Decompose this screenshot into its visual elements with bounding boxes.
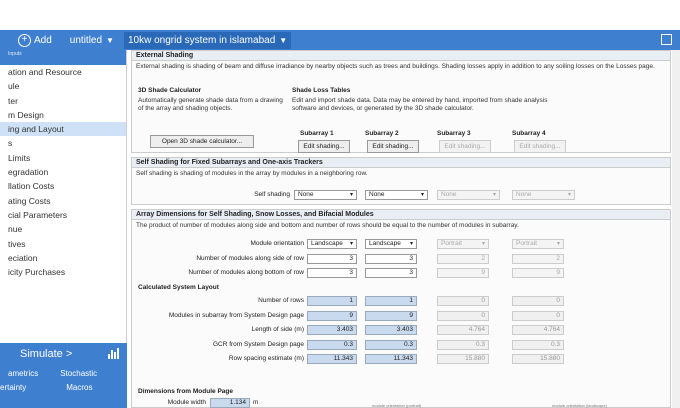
edit-shading-button-1[interactable]: Edit shading... (298, 140, 350, 153)
open-3d-shade-calculator-button[interactable]: Open 3D shade calculator... (150, 135, 254, 148)
calc-value: 1 (307, 296, 357, 306)
modules-bottom-input-1[interactable]: 3 (307, 268, 357, 278)
simulate-panel (0, 343, 127, 408)
chevron-down-icon: ▼ (106, 35, 114, 45)
sidebar-item[interactable]: ating Costs (8, 195, 51, 206)
sidebar-item[interactable]: ter (8, 95, 18, 106)
file-tab[interactable] (70, 35, 114, 46)
group-title: Self Shading for Fixed Subarrays and One-axis Trackers (132, 158, 670, 168)
top-toolbar (0, 30, 680, 50)
orientation-note-portrait: module orientation (portrait) (372, 403, 422, 408)
subarray-3-label: Subarray 3 (437, 130, 471, 137)
sidebar-item[interactable]: icity Purchases (8, 267, 66, 278)
sidebar-item[interactable]: tives (8, 238, 26, 249)
calc-value: 1 (365, 296, 417, 306)
modules-side-input-1[interactable]: 3 (307, 254, 357, 264)
calc-value: 3.403 (365, 325, 417, 335)
edit-shading-button-2[interactable]: Edit shading... (367, 140, 419, 153)
calc-value: 0 (437, 311, 489, 321)
self-shading-group (131, 157, 671, 205)
modules-bottom-input-4[interactable]: 9 (512, 268, 564, 278)
calc-row-label: Modules in subarray from System Design page (168, 311, 304, 319)
self-shading-select-4[interactable]: None ▾ (512, 190, 575, 200)
group-description: The product of number of modules along side and bottom and number of rows should be equal to the number of modules in subarray. (136, 222, 519, 229)
calc-value: 11.343 (365, 354, 417, 364)
orientation-select-2[interactable]: Landscape ▾ (365, 239, 417, 249)
orientation-select-1[interactable]: Landscape ▾ (307, 239, 357, 249)
modules-side-input-2[interactable]: 3 (365, 254, 417, 264)
orientation-note-landscape: module orientation (landscape) (552, 403, 607, 408)
calc-value: 0.3 (512, 340, 564, 350)
edit-shading-button-3[interactable]: Edit shading... (439, 140, 491, 153)
sidebar-item[interactable]: cial Parameters (8, 209, 68, 220)
self-shading-label: Self shading (254, 191, 290, 198)
section-description: Automatically generate shade data from a drawing of the array and shading objects. (138, 97, 283, 112)
window-icon[interactable] (661, 34, 672, 45)
sidebar-item[interactable]: ation and Resource (8, 67, 82, 77)
calc-row-label: Row spacing estimate (m) (228, 355, 304, 362)
external-shading-group (131, 50, 671, 153)
calc-value: 3.403 (307, 325, 357, 335)
modules-bottom-input-2[interactable]: 3 (365, 268, 417, 278)
calc-value: 0 (437, 296, 489, 306)
macros-link[interactable]: Macros (66, 383, 93, 392)
sidebar-item[interactable]: llation Costs (8, 181, 55, 192)
calc-value: 15.880 (437, 354, 489, 364)
calc-row-label: GCR from System Design page (212, 340, 304, 348)
calc-value: 11.343 (307, 354, 357, 364)
sidebar-item[interactable]: eciation (8, 252, 38, 263)
self-shading-select-2[interactable]: None ▾ (365, 190, 428, 200)
modules-side-input-4[interactable]: 2 (512, 254, 564, 264)
group-description: External shading is shading of beam and diffuse irradiance by nearby objects such as trees and buildings. Shading losses apply in addition to any soiling losses on the Losses page. (136, 63, 655, 70)
group-title: External Shading (132, 51, 670, 61)
modules-bottom-label: Number of modules along bottom of row (188, 269, 304, 276)
sidebar-item[interactable]: m Design (8, 109, 44, 120)
module-width-value: 1.134 (210, 398, 250, 408)
project-label: 10kw ongrid system in islamabad (127, 34, 276, 46)
group-description: Self shading is shading of modules in the array by modules in a neighboring row. (136, 170, 368, 177)
orientation-select-4[interactable]: Portrait ▾ (512, 239, 564, 249)
calc-row-label: Length of side (m) (251, 326, 304, 333)
orientation-select-3[interactable]: Portrait ▾ (437, 239, 489, 249)
sidebar-header: Inputs (0, 50, 126, 65)
section-title: Shade Loss Tables (292, 87, 351, 94)
module-width-unit: m (253, 399, 259, 406)
vertical-scrollbar[interactable] (672, 50, 680, 408)
bar-chart-icon[interactable] (107, 347, 120, 359)
self-shading-select-1[interactable]: None ▾ (294, 190, 357, 200)
main-content (131, 50, 671, 408)
calc-value: 4.764 (512, 325, 564, 335)
chevron-down-icon: ▼ (279, 35, 288, 45)
calc-value: 9 (365, 311, 417, 321)
subarray-2-label: Subarray 2 (365, 130, 399, 137)
sidebar-list (0, 65, 126, 279)
sidebar-item[interactable]: nue (8, 224, 23, 235)
parametrics-link[interactable]: ametrics (8, 369, 39, 378)
calc-value: 0 (512, 311, 564, 321)
module-dims-title: Dimensions from Module Page (138, 388, 233, 395)
sidebar-item[interactable]: ing and Layout (0, 122, 126, 136)
module-width-label: Module width (167, 399, 206, 406)
calc-value: 0.3 (365, 340, 417, 350)
subarray-4-label: Subarray 4 (512, 130, 546, 137)
module-orientation-label: Module orientation (250, 240, 304, 247)
simulate-button[interactable]: Simulate > (20, 348, 73, 360)
project-tab[interactable] (124, 32, 291, 49)
sidebar-item[interactable]: Limits (8, 152, 31, 163)
array-dimensions-group (131, 209, 671, 408)
self-shading-select-3[interactable]: None ▾ (437, 190, 500, 200)
section-title: 3D Shade Calculator (138, 87, 202, 94)
edit-shading-button-4[interactable]: Edit shading... (514, 140, 566, 153)
sidebar-item[interactable]: egradation (8, 167, 49, 178)
subarray-1-label: Subarray 1 (300, 130, 334, 137)
calc-value: 9 (307, 311, 357, 321)
plus-icon: + (18, 34, 31, 47)
modules-side-label: Number of modules along side of row (196, 255, 304, 262)
add-label: Add (34, 34, 52, 46)
stochastic-link[interactable]: Stochastic (60, 369, 98, 378)
file-label: untitled (69, 34, 103, 46)
calc-value: 0.3 (437, 340, 489, 350)
add-button[interactable] (0, 34, 52, 47)
calc-row-label: Number of rows (258, 297, 304, 304)
calc-value: 0.3 (307, 340, 357, 350)
calc-value: 15.880 (512, 354, 564, 364)
sidebar-item[interactable]: ule (8, 81, 20, 92)
section-description: Edit and import shade data. Data may be entered by hand, imported from shade analysis software and devices, or generated by the 3D shade calculator. (292, 97, 548, 112)
modules-bottom-input-3[interactable]: 9 (437, 268, 489, 278)
calc-value: 4.764 (437, 325, 489, 335)
group-title: Array Dimensions for Self Shading, Snow Losses, and Bifacial Modules (132, 210, 670, 220)
calculated-layout-title: Calculated System Layout (138, 284, 219, 291)
calc-value: 0 (512, 296, 564, 306)
sidebar-item[interactable]: s (8, 138, 13, 149)
modules-side-input-3[interactable]: 2 (437, 254, 489, 264)
uncertainty-link[interactable]: ertainty (0, 383, 27, 392)
